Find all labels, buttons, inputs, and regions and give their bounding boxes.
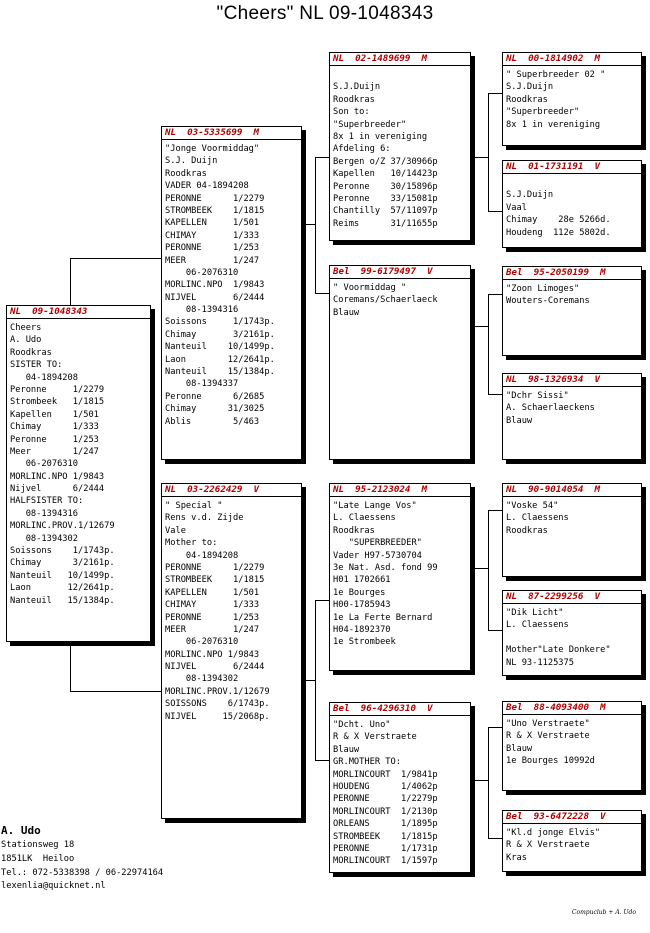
detail-line: MORLINC.NPO 1/9843 [10,471,105,482]
detail-line: "Dchr Sissi" [506,391,569,401]
detail-line: STROMBEEK 1/1815 [165,205,265,216]
software-credit: Compuclub + A. Udo [571,909,636,916]
detail-line: 04-1894208 [165,550,239,561]
detail-line: Strombeek 1/1815 [10,397,105,408]
pedigree-title: "Cheers" NL 09-1048343 [216,3,434,24]
detail-line: "Zoon Limoges" [506,284,580,294]
connector-line [70,691,162,692]
pigeon-card-sire-dam-sire [502,266,642,356]
detail-line: 8x 1 in vereniging [333,131,428,142]
pigeon-details [503,280,641,308]
pigeon-card-dam-sire-dam [502,590,642,676]
detail-line: Vaal [506,202,527,213]
detail-line [506,632,638,644]
detail-line: NL 93-1125375 [506,657,574,668]
detail-line: SOISSONS 6/1743p. [165,699,270,710]
detail-line: Meer 1/247 [10,446,99,457]
detail-line: 1e La Ferte Bernard [333,612,433,623]
detail-line: A. Schaerlaeckens [506,403,595,414]
detail-line: Blauw [333,744,360,755]
pigeon-details [7,319,150,607]
detail-line: S.J.Duijn [333,82,381,93]
detail-line: Vader H97-5730704 [333,550,422,561]
ring-number-header: NL 00-1814902 M [503,53,641,66]
connector-line [488,294,489,395]
detail-line: NIJVEL 6/2444 [165,292,265,303]
pigeon-card-dam-dam-dam [502,810,642,872]
ring-number-header: NL 01-1731191 V [503,161,641,174]
detail-line: Wouters-Coremans [506,296,590,307]
detail-line: Blauw [506,743,533,754]
detail-line [506,177,638,189]
detail-line: Afdeling 6: [333,144,391,155]
detail-line: L. Claessens [506,620,569,631]
connector-line [488,510,503,511]
ring-number-header: Bel 99-6179497 V [330,266,470,279]
detail-line: S.J.Duijn [506,190,554,201]
detail-line: H04-1892370 [333,624,391,635]
ring-number-header: NL 87-2299256 V [503,591,641,604]
detail-line: R & X Verstraete [333,732,417,743]
detail-line: GR.MOTHER TO: [333,757,401,768]
connector-line [470,780,488,781]
pigeon-details [503,387,641,427]
detail-line: Nanteuil 10/1499p. [165,342,275,353]
connector-line [488,394,503,395]
ring-number-header: Bel 93-6472228 V [503,811,641,824]
ring-number-header: NL 03-2262429 V [162,484,301,497]
pigeon-details [503,824,641,864]
detail-line: MORLINCOURT 1/9841p [333,769,438,780]
detail-line: Roodkras [506,94,548,105]
pigeon-card-dam-sire [329,483,471,671]
detail-line: STROMBEEK 1/1815p [333,831,438,842]
pigeon-details [503,604,641,669]
ring-number-header: NL 98-1326934 V [503,374,641,387]
pigeon-card-sire [161,126,302,460]
detail-line: Chimay 3/2161p. [10,558,115,569]
owner-name: A. Udo [1,824,41,837]
detail-line: Roodkras [506,525,548,536]
pigeon-details [503,715,641,768]
detail-line: L. Claessens [506,513,569,524]
pigeon-card-dam [161,483,302,819]
detail-line: Kras [506,852,527,863]
detail-line: NIJVEL 15/2068p. [165,711,270,722]
detail-line: Laon 12/2641p. [165,354,275,365]
detail-line: 1e Strombeek [333,637,396,648]
detail-line: H01 1702661 [333,575,391,586]
detail-line: Peronne 1/253 [10,434,99,445]
detail-line: Peronne 33/15081p [333,193,438,204]
connector-line [70,258,162,259]
ring-number-header: Bel 95-2050199 M [503,267,641,280]
connector-line [301,680,315,681]
connector-line [70,258,71,307]
detail-line: Mother to: [165,538,218,549]
detail-line: Chimay 3/2161p. [165,329,275,340]
detail-line: PERONNE 1/1731p [333,843,438,854]
detail-line: CHIMAY 1/333 [165,230,260,241]
ring-number-header: NL 02-1489699 M [330,53,470,66]
detail-line: 08-1394316 [10,508,78,519]
detail-line: "Superbreeder" [506,107,580,118]
detail-line: Mother"Late Donkere" [506,645,611,656]
connector-line [315,293,330,294]
ring-number-header: NL 09-1048343 [7,306,150,319]
connector-line [301,224,315,225]
detail-line: Roodkras [10,347,52,358]
detail-line: KAPELLEN 1/501 [165,218,260,229]
detail-line: VADER 04-1894208 [165,181,249,192]
detail-line: "Voske 54" [506,501,559,511]
detail-line: R & X Verstraete [506,731,590,742]
connector-line [488,838,503,839]
detail-line: ORLEANS 1/1895p [333,819,438,830]
detail-line: MEER 1/247 [165,624,260,635]
pigeon-details [162,140,301,428]
detail-line: PERONNE 1/2279p [333,794,438,805]
detail-line: MORLINC.NPO 1/9843 [165,280,265,291]
detail-line: H00-1785943 [333,600,391,611]
connector-line [488,93,503,94]
detail-line: 04-1894208 [10,372,78,383]
detail-line: Roodkras [333,525,375,536]
detail-line: "SUPERBREEDER" [333,538,422,549]
pigeon-details [330,497,470,649]
detail-line: S.J.Duijn [506,82,554,93]
ring-number-header: Bel 88-4093400 M [503,702,641,715]
ring-number-header: NL 03-5335699 M [162,127,301,140]
detail-line: Chantilly 57/11097p [333,206,438,217]
detail-line: Kapellen 1/501 [10,409,99,420]
connector-line [488,727,503,728]
detail-line: " Superbreeder 02 " [506,70,606,80]
detail-line: NIJVEL 6/2444 [165,662,265,673]
owner-email-line: lexenlia@quicknet.nl [1,881,106,892]
pigeon-details [330,716,470,868]
detail-line: Cheers [10,323,42,333]
detail-line: HALFSISTER TO: [10,496,84,507]
owner-phone-line: Tel.: 072-5338398 / 06-22974164 [1,867,164,878]
detail-line: MORLINCOURT 1/1597p [333,856,438,867]
connector-line [488,727,489,839]
pigeon-card-dam-dam [329,702,471,873]
connector-line [315,760,330,761]
connector-line [470,326,488,327]
detail-line: 08-1394302 [165,674,239,685]
detail-line: PERONNE 1/253 [165,243,260,254]
detail-line: Son to: [333,107,370,118]
connector-line [315,157,330,158]
connector-line [488,510,489,631]
detail-line: Nijvel 6/2444 [10,484,105,495]
pigeon-details [503,497,641,537]
pigeon-details [330,279,470,319]
detail-line: Laon 12/2641p. [10,583,115,594]
pigeon-details [503,66,641,131]
detail-line: 06-2076310 [10,459,78,470]
detail-line: Blauw [333,307,360,318]
detail-line: 08-1394337 [165,379,239,390]
detail-line: S.J. Duijn [165,156,218,167]
connector-line [488,294,503,295]
detail-line: Soissons 1/1743p. [10,546,115,557]
pigeon-card-subject [6,305,151,642]
connector-line [315,157,316,294]
detail-line: MORLINC.PROV.1/12679 [165,686,270,697]
pigeon-card-dam-dam-sire [502,701,642,791]
detail-line: PERONNE 1/2279 [165,193,265,204]
detail-line: MORLINC.PROV.1/12679 [10,521,115,532]
detail-line: "Jonge Voormiddag" [165,144,260,154]
connector-line [470,568,488,569]
pigeon-card-sire-sire-dam [502,160,642,248]
detail-line: "Superbreeder" [333,119,407,130]
detail-line: 08-1394316 [165,305,239,316]
detail-line: CHIMAY 1/333 [165,600,260,611]
detail-line: R & X Verstraete [506,840,590,851]
connector-line [315,600,330,601]
detail-line: Peronne 6/2685 [165,391,265,402]
detail-line: Vale [165,525,186,536]
detail-line: KAPELLEN 1/501 [165,587,260,598]
detail-line: A. Udo [10,335,42,346]
pigeon-card-sire-dam-dam [502,373,642,460]
ring-number-header: NL 95-2123024 M [330,484,470,497]
detail-line: "Dik Licht" [506,608,564,618]
detail-line: Kapellen 10/14423p [333,169,438,180]
detail-line: HOUDENG 1/4062p [333,781,438,792]
owner-block [1,823,163,894]
detail-line: SISTER TO: [10,360,63,371]
detail-line: Soissons 1/1743p. [165,317,275,328]
detail-line: 3e Nat. Asd. fond 99 [333,562,438,573]
detail-line: STROMBEEK 1/1815 [165,575,265,586]
detail-line: Blauw [506,415,533,426]
pigeon-details [503,174,641,239]
connector-line [315,600,316,761]
detail-line: Houdeng 112e 5802d. [506,227,611,238]
detail-line: "Uno Verstraete" [506,719,590,729]
detail-line: PERONNE 1/253 [165,612,260,623]
connector-line [488,211,503,212]
connector-line [70,640,71,692]
connector-line [470,157,488,158]
pigeon-card-dam-sire-sire [502,483,642,577]
pigeon-details [162,497,301,723]
detail-line: Nanteuil 15/1384p. [165,367,275,378]
detail-line: Chimay 28e 5266d. [506,215,611,226]
detail-line: Rens v.d. Zijde [165,513,244,524]
detail-line: PERONNE 1/2279 [165,562,265,573]
connector-line [488,630,503,631]
detail-line: 1e Bourges 10992d [506,756,595,767]
detail-line: 1e Bourges [333,587,386,598]
detail-line: Chimay 1/333 [10,422,99,433]
ring-number-header: NL 90-9014054 M [503,484,641,497]
detail-line: " Special " [165,501,223,511]
detail-line: "Dcht. Uno" [333,720,391,730]
detail-line: Peronne 1/2279 [10,384,105,395]
detail-line: 8x 1 in vereniging [506,119,601,130]
detail-line: MEER 1/247 [165,255,260,266]
connector-line [488,93,489,212]
detail-line: Reims 31/11655p [333,218,438,229]
detail-line: Coremans/Schaerlaeck [333,295,438,306]
pigeon-card-sire-dam [329,265,471,460]
owner-address-line: Stationsweg 18 [1,840,75,850]
detail-line [333,69,467,81]
pigeon-details [330,66,470,230]
detail-line: MORLINCOURT 1/2130p [333,806,438,817]
detail-line: Roodkras [333,94,375,105]
detail-line: Roodkras [165,168,207,179]
detail-line: Nanteuil 15/1384p. [10,595,115,606]
ring-number-header: Bel 96-4296310 V [330,703,470,716]
detail-line: Ablis 5/463 [165,416,260,427]
pigeon-card-sire-sire [329,52,471,241]
detail-line: 06-2076310 [165,637,239,648]
pigeon-card-sire-sire-sire [502,52,642,146]
detail-line: Bergen o/Z 37/30966p [333,156,438,167]
detail-line: " Voormiddag " [333,283,407,293]
detail-line: L. Claessens [333,513,396,524]
detail-line: 08-1394302 [10,533,78,544]
detail-line: Nanteuil 10/1499p. [10,570,115,581]
detail-line: "Late Lange Vos" [333,501,417,511]
owner-address-line: 1851LK Heiloo [1,853,75,864]
detail-line: Peronne 30/15896p [333,181,438,192]
detail-line: Chimay 31/3025 [165,404,265,415]
detail-line: MORLINC.NPO 1/9843 [165,649,260,660]
detail-line: 06-2076310 [165,267,239,278]
detail-line: "Kl.d jonge Elvis" [506,828,601,838]
